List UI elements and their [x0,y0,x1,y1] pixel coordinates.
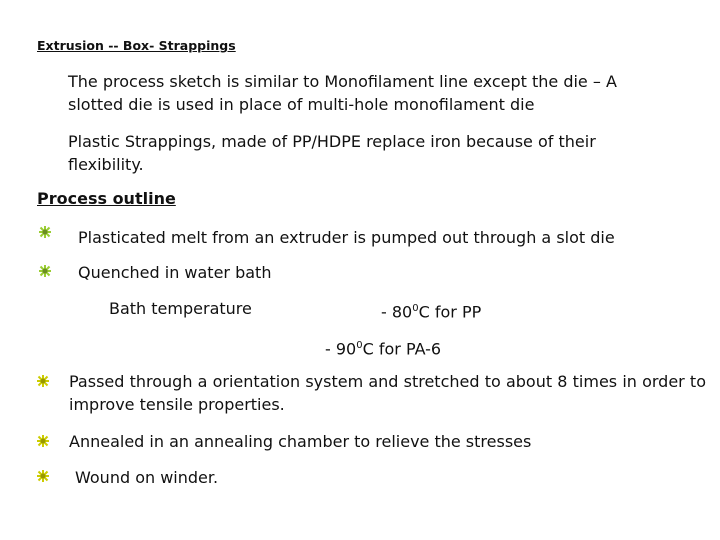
star-bullet-icon [38,225,52,239]
bath-temperature-label: Bath temperature [109,299,252,318]
bath-temp-pa6: - $90^0C$ for PA-6 [325,339,442,359]
outline-item-annealing: Annealed in an annealing chamber to relieve the stresses [69,432,532,451]
outline-item-quench: Quenched in water bath [78,263,272,282]
process-outline-heading: Process outline [37,189,176,208]
strapping-paragraph: Plastic Strappings, made of PP/HDPE replace iron because of their flexibility. [68,132,596,174]
outline-item-orientation: Passed through a orientation system and stretched to about 8 times in order to improve tensile properties. [69,372,706,414]
outline-item-melt: Plasticated melt from an extruder is pumped out through a slot die [78,228,615,247]
star-bullet-icon [36,434,50,448]
slide-title: Extrusion -- Box- Strappings [37,38,236,53]
star-bullet-icon [36,469,50,483]
intro-paragraph: The process sketch is similar to Monofilament line except the die – A slotted die is used in place of multi-hole monofilament die [68,72,617,114]
bath-temp-pp: - $80^0C$ for PP [381,302,482,322]
star-bullet-icon [36,374,50,388]
outline-item-winder: Wound on winder. [75,468,219,487]
star-bullet-icon [38,264,52,278]
